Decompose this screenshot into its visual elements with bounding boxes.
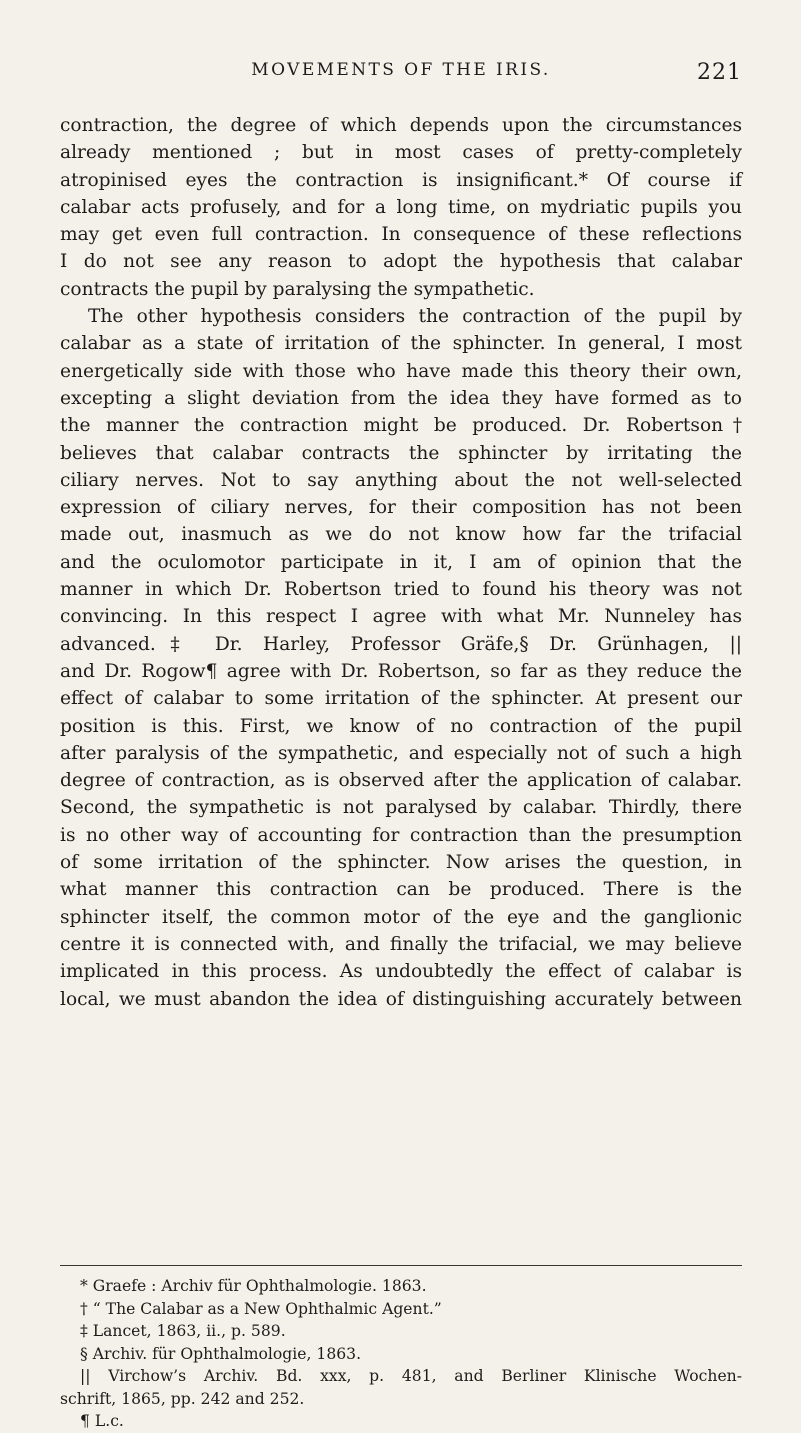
text-line: Second, the sympathetic is not paralysed by calabar. Thirdly, there <box>60 797 742 819</box>
text-line: what manner this contraction can be produced. There is the <box>60 879 742 901</box>
text-line: already mentioned ; but in most cases of pretty-completely <box>60 142 742 164</box>
text-line: The other hypothesis considers the contraction of the pupil by <box>88 306 742 328</box>
footnote-continuation: schrift, 1865, pp. 242 and 252. <box>60 1389 305 1408</box>
footnote: § Archiv. für Ophthalmologie, 1863. <box>80 1344 362 1363</box>
text-line: ciliary nerves. Not to say anything about the not well-selected <box>60 469 742 491</box>
text-line: believes that calabar contracts the sphincter by irritating the <box>60 442 742 464</box>
text-line: of some irritation of the sphincter. Now arises the question, in <box>60 852 742 874</box>
text-line: centre it is connected with, and finally the trifacial, we may believe <box>60 933 742 955</box>
text-line: sphincter itself, the common motor of the eye and the ganglionic <box>60 906 742 928</box>
text-line: contracts the pupil by paralysing the sympathetic. <box>60 278 535 300</box>
text-line: the manner the contraction might be produced. Dr. Robertson† <box>60 415 742 437</box>
text-line: expression of ciliary nerves, for their composition has not been <box>60 497 742 519</box>
text-line: contraction, the degree of which depends upon the circumstances <box>60 115 742 136</box>
text-line: implicated in this process. As undoubtedly the effect of calabar is <box>60 961 742 983</box>
footnote: || Virchow’s Archiv. Bd. xxx, p. 481, and Berliner Klinische Wochen- <box>80 1367 742 1385</box>
text-line: atropinised eyes the contraction is insignificant.* Of course if <box>60 169 742 191</box>
footnote-rule <box>60 1265 742 1266</box>
text-line: I do not see any reason to adopt the hypothesis that calabar <box>60 251 742 273</box>
text-line: and Dr. Rogow¶ agree with Dr. Robertson, so far as they reduce the <box>60 660 742 682</box>
text-line: excepting a slight deviation from the idea they have formed as to <box>60 387 742 409</box>
footnote: ‡ Lancet, 1863, ii., p. 589. <box>80 1322 286 1340</box>
text-line: advanced.‡ Dr. Harley, Professor Gräfe,§ Dr. Grünhagen, || <box>60 633 742 655</box>
footnote: † “ The Calabar as a New Ophthalmic Agent.” <box>80 1299 442 1318</box>
text-line: calabar acts profusely, and for a long time, on mydriatic pupils you <box>60 196 742 218</box>
footnotes <box>60 1275 742 1433</box>
body-text <box>60 112 742 1013</box>
text-line: after paralysis of the sympathetic, and especially not of such a high <box>60 742 742 764</box>
text-line: position is this. First, we know of no contraction of the pupil <box>60 715 742 737</box>
text-line: convincing. In this respect I agree with what Mr. Nunneley has <box>60 606 742 628</box>
text-line: degree of contraction, as is observed after the application of calabar. <box>60 770 742 792</box>
text-line: energetically side with those who have made this theory their own, <box>60 360 742 382</box>
text-line: local, we must abandon the idea of distinguishing accurately between <box>60 988 742 1010</box>
text-line: calabar as a state of irritation of the sphincter. In general, I most <box>60 333 742 355</box>
page-number: 221 <box>697 60 742 85</box>
text-line: and the oculomotor participate in it, I am of opinion that the <box>60 551 742 573</box>
running-title: MOVEMENTS OF THE IRIS. <box>251 60 551 80</box>
running-header <box>60 60 742 90</box>
footnote: * Graefe : Archiv für Ophthalmologie. 1863. <box>80 1277 427 1295</box>
text-line: may get even full contraction. In consequence of these reflections <box>60 224 742 246</box>
text-line: made out, inasmuch as we do not know how far the trifacial <box>60 524 742 546</box>
text-line: manner in which Dr. Robertson tried to found his theory was not <box>60 579 742 601</box>
text-line: is no other way of accounting for contraction than the presumption <box>60 824 742 846</box>
text-line: effect of calabar to some irritation of the sphincter. At present our <box>60 688 742 710</box>
footnote: ¶ L.c. <box>80 1412 124 1430</box>
